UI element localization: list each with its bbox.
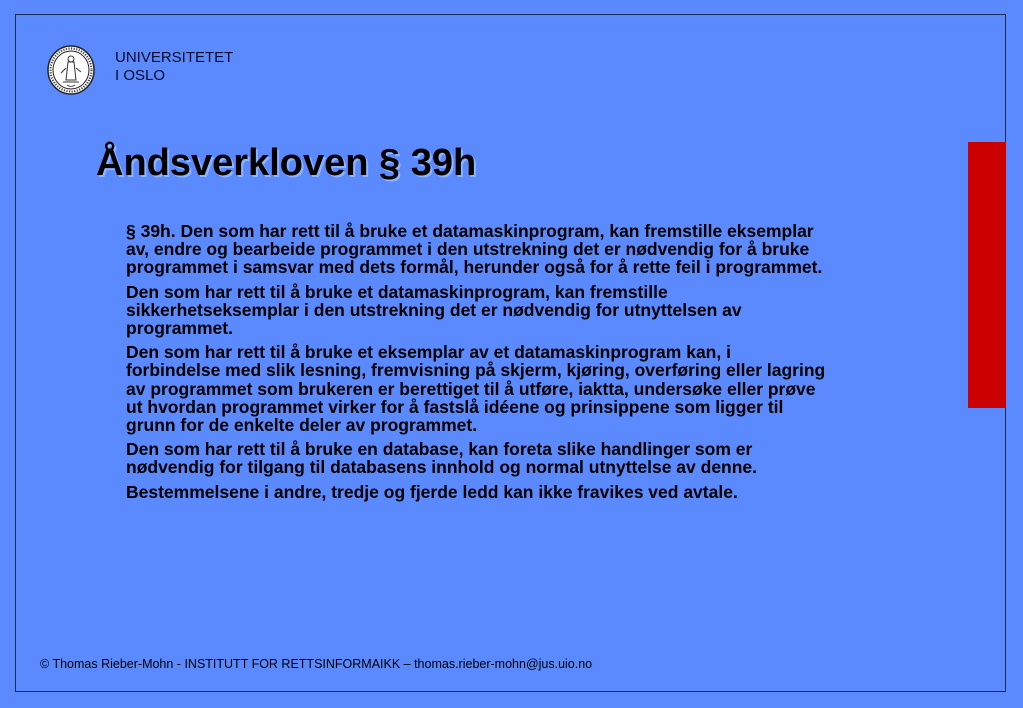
slide-title: Åndsverkloven § 39h	[96, 142, 477, 184]
university-name-line2: I OSLO	[115, 67, 166, 84]
paragraph-2: Den som har rett til å bruke et datamaskinprogram, kan fremstille sikkerhetseksemplar i den utstrekning det er nødvendig for utnyttelsen av programmet.	[126, 281, 742, 339]
university-name	[115, 49, 233, 85]
paragraph-4: Den som har rett til å bruke en database, kan foreta slike handlinger som er nødvendig for tilgang til databasens innhold og normal utnyttelse av denne.	[126, 439, 758, 478]
university-name-line1: UNIVERSITETET	[115, 49, 234, 66]
university-seal-icon	[45, 42, 107, 98]
slide-footer: © Thomas Rieber-Mohn - INSTITUTT FOR RETTSINFORMAIKK – thomas.rieber-mohn@jus.uio.no	[40, 657, 593, 671]
accent-bar	[968, 142, 1006, 408]
slide-body	[126, 222, 826, 507]
paragraph-1: § 39h. Den som har rett til å bruke et datamaskinprogram, kan fremstille eksemplar av, endre og bearbeide programmet i den utstrekning det er nødvendig for å bruke programmet i samsvar med dets formål, herunder også for å rette feil i programmet.	[126, 221, 823, 278]
paragraph-3: Den som har rett til å bruke et eksemplar av et datamaskinprogram kan, i forbindelse med slik lesning, fremvisning på skjerm, kjøring, overføring eller lagring av programmet som brukeren er berettiget til å utføre, iaktta, undersøke eller prøve ut hvordan programmet virker for å fastslå idéene og prinsippene som ligger til grunn for de enkelte deler av programmet.	[126, 342, 826, 436]
paragraph-5: Bestemmelsene i andre, tredje og fjerde ledd kan ikke fravikes ved avtale.	[126, 481, 738, 502]
